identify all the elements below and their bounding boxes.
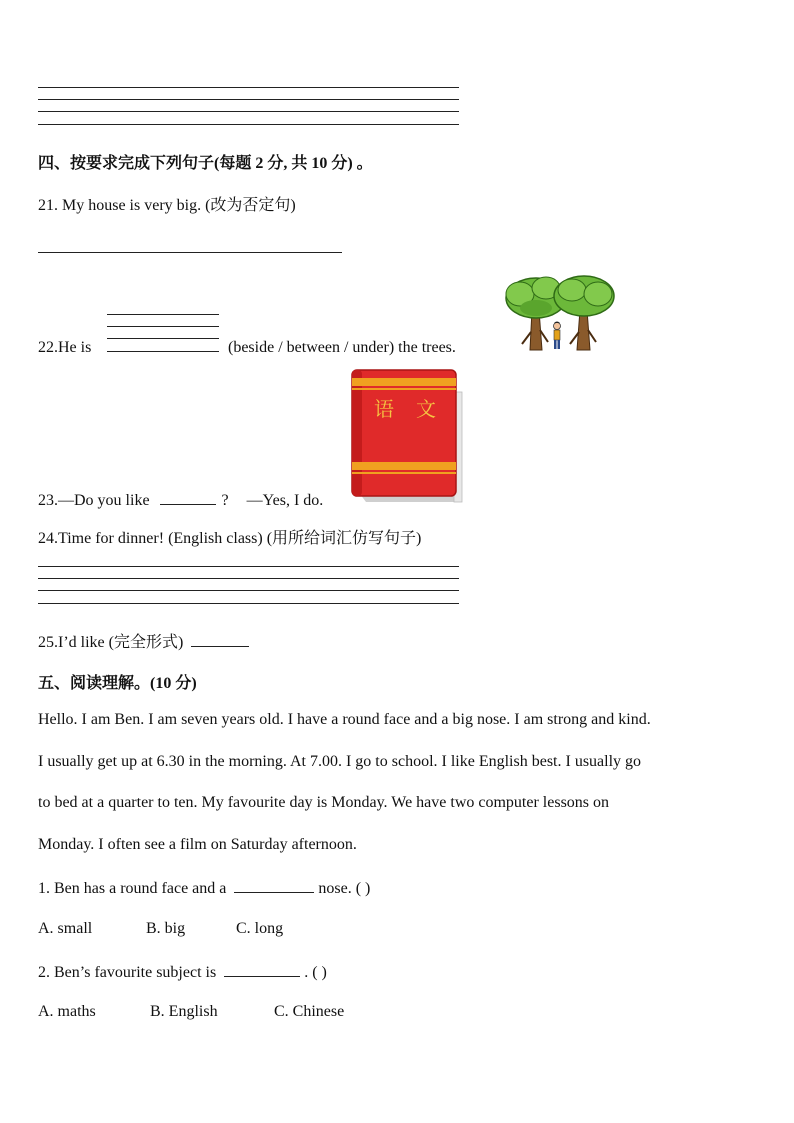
option-a[interactable]: A. small <box>38 920 93 937</box>
answer-line-22[interactable] <box>107 351 219 352</box>
boy-icon <box>554 322 561 350</box>
question-24: 24.Time for dinner! (English class) (用所给词汇仿写句子) <box>38 530 422 547</box>
option-c[interactable]: C. Chinese <box>274 1003 345 1020</box>
question-23 <box>38 490 323 510</box>
question-23-answer: —Yes, I do. <box>246 492 324 509</box>
question-23-qmark: ? <box>221 492 229 509</box>
question-22-prefix: 22.He is <box>38 339 92 356</box>
answer-line-21[interactable] <box>38 252 342 253</box>
question-21: 21. My house is very big. (改为否定句) <box>38 197 296 214</box>
reading-question-1 <box>38 878 370 898</box>
answer-blank-r2[interactable] <box>224 962 300 977</box>
section-4-heading: 四、按要求完成下列句子(每题 2 分, 共 10 分) 。 <box>38 155 373 172</box>
section-5-heading: 五、阅读理解。(10 分) <box>38 675 197 692</box>
answer-line <box>38 124 459 125</box>
reading-question-2-stem: 2. Ben’s favourite subject is <box>38 964 217 981</box>
reading-question-2 <box>38 962 327 982</box>
answer-blank-23[interactable] <box>160 490 216 505</box>
answer-line-22[interactable] <box>107 314 219 315</box>
answer-line-24[interactable] <box>38 590 459 591</box>
passage-line: Hello. I am Ben. I am seven years old. I have a round face and a big nose. I am strong and kind. <box>38 711 651 728</box>
answer-line-24[interactable] <box>38 566 459 567</box>
answer-line-22[interactable] <box>107 338 219 339</box>
option-a[interactable]: A. maths <box>38 1003 96 1020</box>
passage-line: I usually get up at 6.30 in the morning. At 7.00. I go to school. I like English best. I usually go <box>38 753 642 770</box>
question-25-text: 25.I’d like (完全形式) <box>38 634 184 651</box>
answer-line <box>38 87 459 88</box>
reading-question-2-tail: . ( ) <box>304 964 327 981</box>
question-23-prefix: 23.—Do you like <box>38 492 150 509</box>
reading-question-1-tail: nose. ( ) <box>318 880 371 897</box>
passage-line: to bed at a quarter to ten. My favourite day is Monday. We have two computer lessons on <box>38 794 610 811</box>
answer-line-24[interactable] <box>38 578 459 579</box>
answer-line <box>38 99 459 100</box>
passage-line: Monday. I often see a film on Saturday afternoon. <box>38 836 357 853</box>
tree-right-icon <box>554 276 614 350</box>
option-b[interactable]: B. English <box>150 1003 218 1020</box>
book-char-2: 文 <box>416 397 436 421</box>
answer-line-22[interactable] <box>107 326 219 327</box>
question-22-suffix: (beside / between / under) the trees. <box>228 339 456 356</box>
reading-question-1-stem: 1. Ben has a round face and a <box>38 880 227 897</box>
question-25 <box>38 629 249 652</box>
answer-blank-25[interactable] <box>191 632 249 647</box>
answer-line-24[interactable] <box>38 603 459 604</box>
option-b[interactable]: B. big <box>146 920 186 937</box>
two-trees-with-boy-illustration <box>500 272 618 354</box>
answer-blank-r1[interactable] <box>234 878 314 893</box>
book-char-1: 语 <box>374 397 394 421</box>
option-c[interactable]: C. long <box>236 920 284 937</box>
red-chinese-book-illustration <box>350 368 466 504</box>
answer-line <box>38 111 459 112</box>
